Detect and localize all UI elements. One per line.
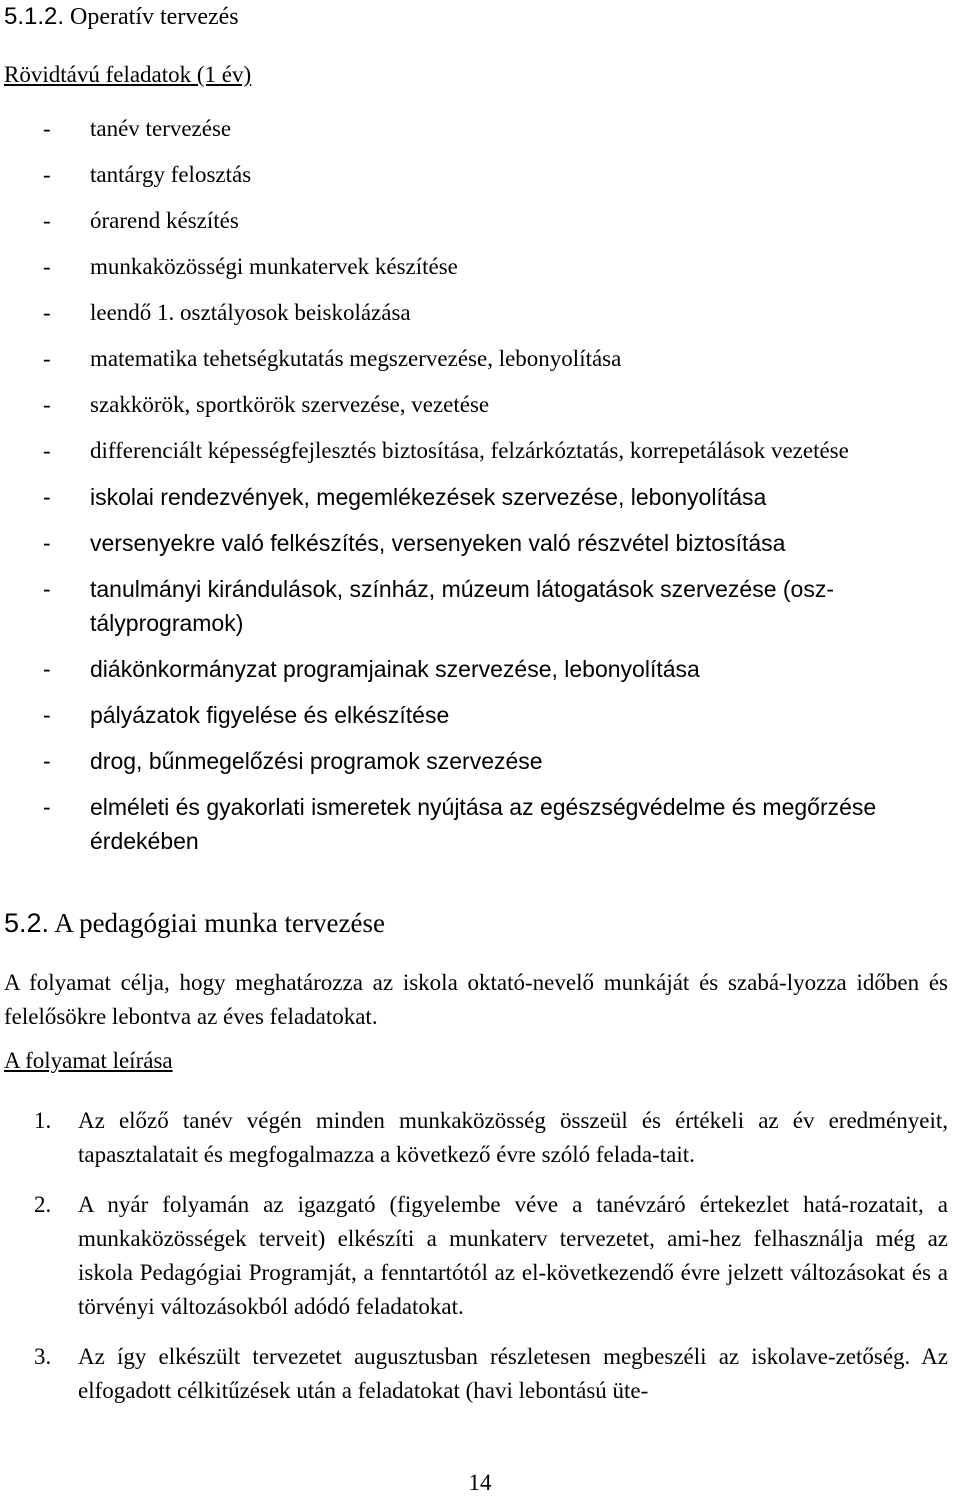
list-item (0, 112, 930, 146)
list-dash: - (43, 300, 51, 325)
list-item-text: elméleti és gyakorlati ismeretek nyújtása az egészségvédelme és megőrzése érdekében (90, 794, 877, 854)
list-item-text: tantárgy felosztás (90, 162, 252, 187)
section-intro-paragraph: A folyamat célja, hogy meghatározza az iskola oktató-nevelő munkáját és szabá-lyozza időben és felelősökre lebontva az éves feladatokat. (4, 970, 948, 1029)
list-item-text: versenyekre való felkészítés, versenyeken való részvétel biztosítása (90, 530, 786, 556)
list-dash: - (43, 116, 51, 141)
section-heading-5-1-2 (4, 0, 239, 34)
section-number: 5.2. (4, 908, 50, 938)
list-item-text: diákönkormányzat programjainak szervezése, lebonyolítása (90, 656, 700, 682)
list-item-text: drog, bűnmegelőzési programok szervezése (90, 748, 543, 774)
section-number: 5.1.2. (4, 3, 65, 30)
step-number: 2. (34, 1192, 52, 1217)
list-dash: - (43, 162, 51, 187)
list-dash: - (43, 576, 51, 602)
short-term-heading: Rövidtávú feladatok (1 év) (4, 62, 252, 87)
list-item (0, 1104, 948, 1172)
list-item (0, 296, 930, 330)
process-heading: A folyamat leírása (4, 1048, 173, 1073)
list-dash: - (43, 208, 51, 233)
list-item-text: munkaközösségi munkatervek készítése (90, 254, 458, 279)
list-dash: - (43, 484, 51, 510)
list-dash: - (43, 702, 51, 728)
list-dash: - (43, 254, 51, 279)
list-item (0, 572, 930, 640)
section-title: A pedagógiai munka tervezése (54, 908, 385, 938)
list-item (0, 158, 930, 192)
list-item-text: leendő 1. osztályosok beiskolázása (90, 300, 411, 325)
list-item (0, 744, 930, 778)
list-item-text: tanév tervezése (90, 116, 232, 141)
list-item (0, 698, 930, 732)
step-text: A nyár folyamán az igazgató (figyelembe véve a tanévzáró értekezlet hatá-rozatait, a munkaközösségek terveit) elkészíti a munkaterv tervezetet, ami-hez felhasználja még az iskola Pedagógiai Programját, a fenntartótól az el-következendő évre jelzett változásokat és a törvényi változásokból adódó feladatokat. (78, 1192, 948, 1319)
step-text: Az így elkészült tervezetet augusztusban részletesen megbeszéli az iskolave-zetőség. Az elfogadott célkitűzések után a feladatokat (havi lebontású üte- (78, 1344, 948, 1403)
list-item-text: pályázatok figyelése és elkészítése (90, 702, 450, 728)
list-item (0, 790, 930, 858)
list-item (0, 434, 930, 468)
list-dash: - (43, 748, 51, 774)
list-item-text: órarend készítés (90, 208, 239, 233)
step-text: Az előző tanév végén minden munkaközösség összeül és értékeli az év eredményeit, tapasztalatait és megfogalmazza a következő évre szóló felada-tait. (78, 1108, 948, 1167)
list-item (0, 388, 930, 422)
list-dash: - (43, 392, 51, 417)
list-dash: - (43, 656, 51, 682)
step-number: 3. (34, 1344, 52, 1369)
short-term-task-list (0, 112, 960, 870)
list-item (0, 1340, 948, 1408)
process-step-list (0, 1104, 960, 1424)
step-number: 1. (34, 1108, 52, 1133)
list-dash: - (43, 794, 51, 820)
list-item (0, 250, 930, 284)
list-dash: - (43, 438, 51, 463)
list-item-text: iskolai rendezvények, megemlékezések szervezése, lebonyolítása (90, 484, 767, 510)
list-item (0, 1188, 948, 1324)
list-dash: - (43, 346, 51, 371)
list-item (0, 480, 930, 514)
list-item (0, 526, 930, 560)
section-title: Operatív tervezés (70, 4, 239, 30)
list-item (0, 204, 930, 238)
list-item (0, 342, 930, 376)
list-item-text: szakkörök, sportkörök szervezése, vezetése (90, 392, 490, 417)
list-item-text: tanulmányi kirándulások, színház, múzeum látogatások szervezése (osz-tályprogramok) (90, 576, 835, 636)
list-item (0, 652, 930, 686)
section-heading-5-2 (4, 904, 385, 942)
list-item-text: differenciált képességfejlesztés biztosítása, felzárkóztatás, korrepetálások vezetése (90, 438, 849, 463)
list-dash: - (43, 530, 51, 556)
list-item-text: matematika tehetségkutatás megszervezése, lebonyolítása (90, 346, 622, 371)
page-number: 14 (468, 1470, 492, 1495)
